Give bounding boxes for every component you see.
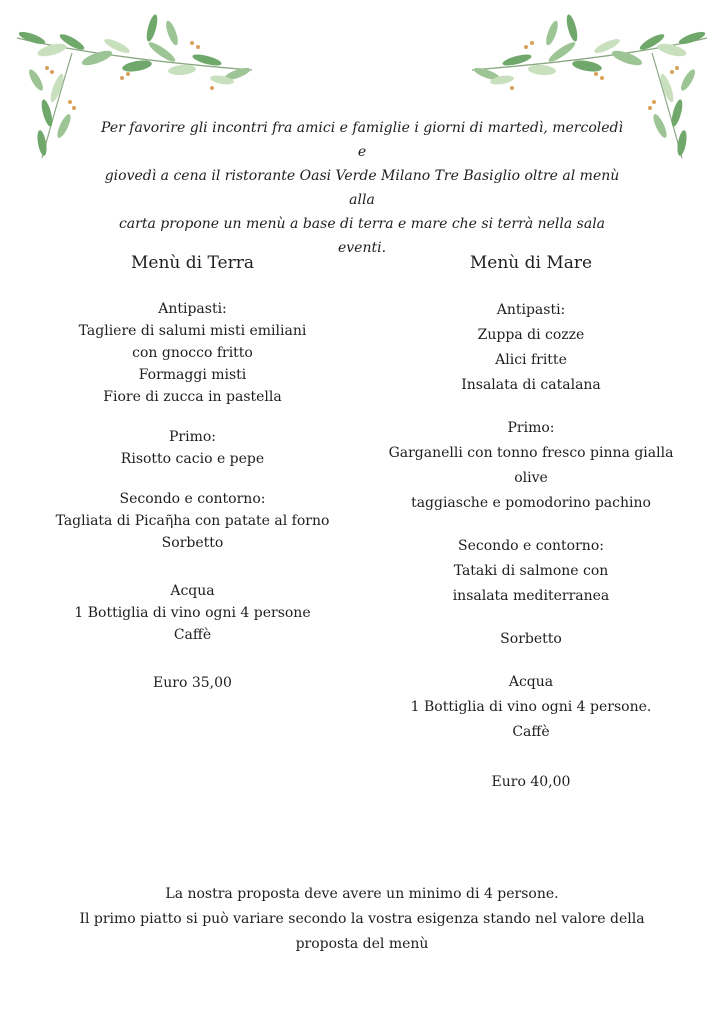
menu-item: Fiore di zucca in pastella (103, 389, 282, 405)
menu-item: Caffè (173, 627, 212, 643)
menu-item: taggiasche e pomodorino pachino (411, 495, 651, 511)
intro-line: Per favorire gli incontri fra amici e famiglie i giorni di martedì, mercoledì e (101, 120, 623, 160)
footer-line: proposta del menù (295, 936, 429, 952)
secondo-title: Secondo e contorno: (119, 491, 266, 507)
menu-item: Tagliere di salumi misti emiliani (78, 323, 307, 339)
intro-line: giovedì a cena il ristorante Oasi Verde Milano Tre Basiglio oltre al menù alla (104, 168, 620, 208)
menu-item: Acqua (170, 583, 215, 599)
menu-item: 1 Bottiglia di vino ogni 4 persone (74, 605, 311, 621)
antipasti-title: Antipasti: (496, 302, 566, 318)
menu-item: con gnocco fritto (132, 345, 253, 361)
footer-line: Il primo piatto si può variare secondo la vostra esigenza stando nel valore della (79, 911, 645, 927)
menu-terra (50, 250, 335, 694)
primo-title: Primo: (507, 420, 555, 436)
menu-item: Risotto cacio e pepe (120, 451, 265, 467)
menu-mare (375, 250, 687, 793)
menu-item: Acqua (508, 674, 554, 690)
intro-line: carta propone un menù a base di terra e mare che si terrà nella sala eventi. (118, 216, 606, 256)
menu-item: Alici fritte (495, 352, 567, 368)
primo-title: Primo: (168, 429, 216, 445)
menu-item: 1 Bottiglia di vino ogni 4 persone. (410, 699, 652, 715)
menu-mare-price: Euro 40,00 (491, 774, 571, 790)
menu-item: Sorbetto (161, 535, 224, 551)
menu-item: Caffè (512, 724, 550, 740)
menu-mare-title: Menù di Mare (469, 253, 593, 273)
menu-item: Sorbetto (500, 631, 562, 647)
menu-item: Zuppa di cozze (477, 327, 585, 343)
intro-text (95, 116, 629, 260)
menu-item: Formaggi misti (138, 367, 247, 383)
antipasti-title: Antipasti: (158, 301, 227, 317)
menu-item: Insalata di catalana (461, 377, 601, 393)
menu-item: Tagliata di Picaῆha con patate al forno (55, 513, 330, 529)
menu-terra-title: Menù di Terra (131, 253, 254, 273)
menu-item: Garganelli con tonno fresco pinna gialla olive (388, 445, 674, 486)
menu-item: insalata mediterranea (452, 588, 610, 604)
secondo-title: Secondo e contorno: (458, 538, 604, 554)
footer-line: La nostra proposta deve avere un minimo di 4 persone. (165, 886, 559, 902)
menu-terra-price: Euro 35,00 (153, 675, 232, 691)
menu-item: Tataki di salmone con (453, 563, 609, 579)
footer-note (60, 882, 664, 957)
